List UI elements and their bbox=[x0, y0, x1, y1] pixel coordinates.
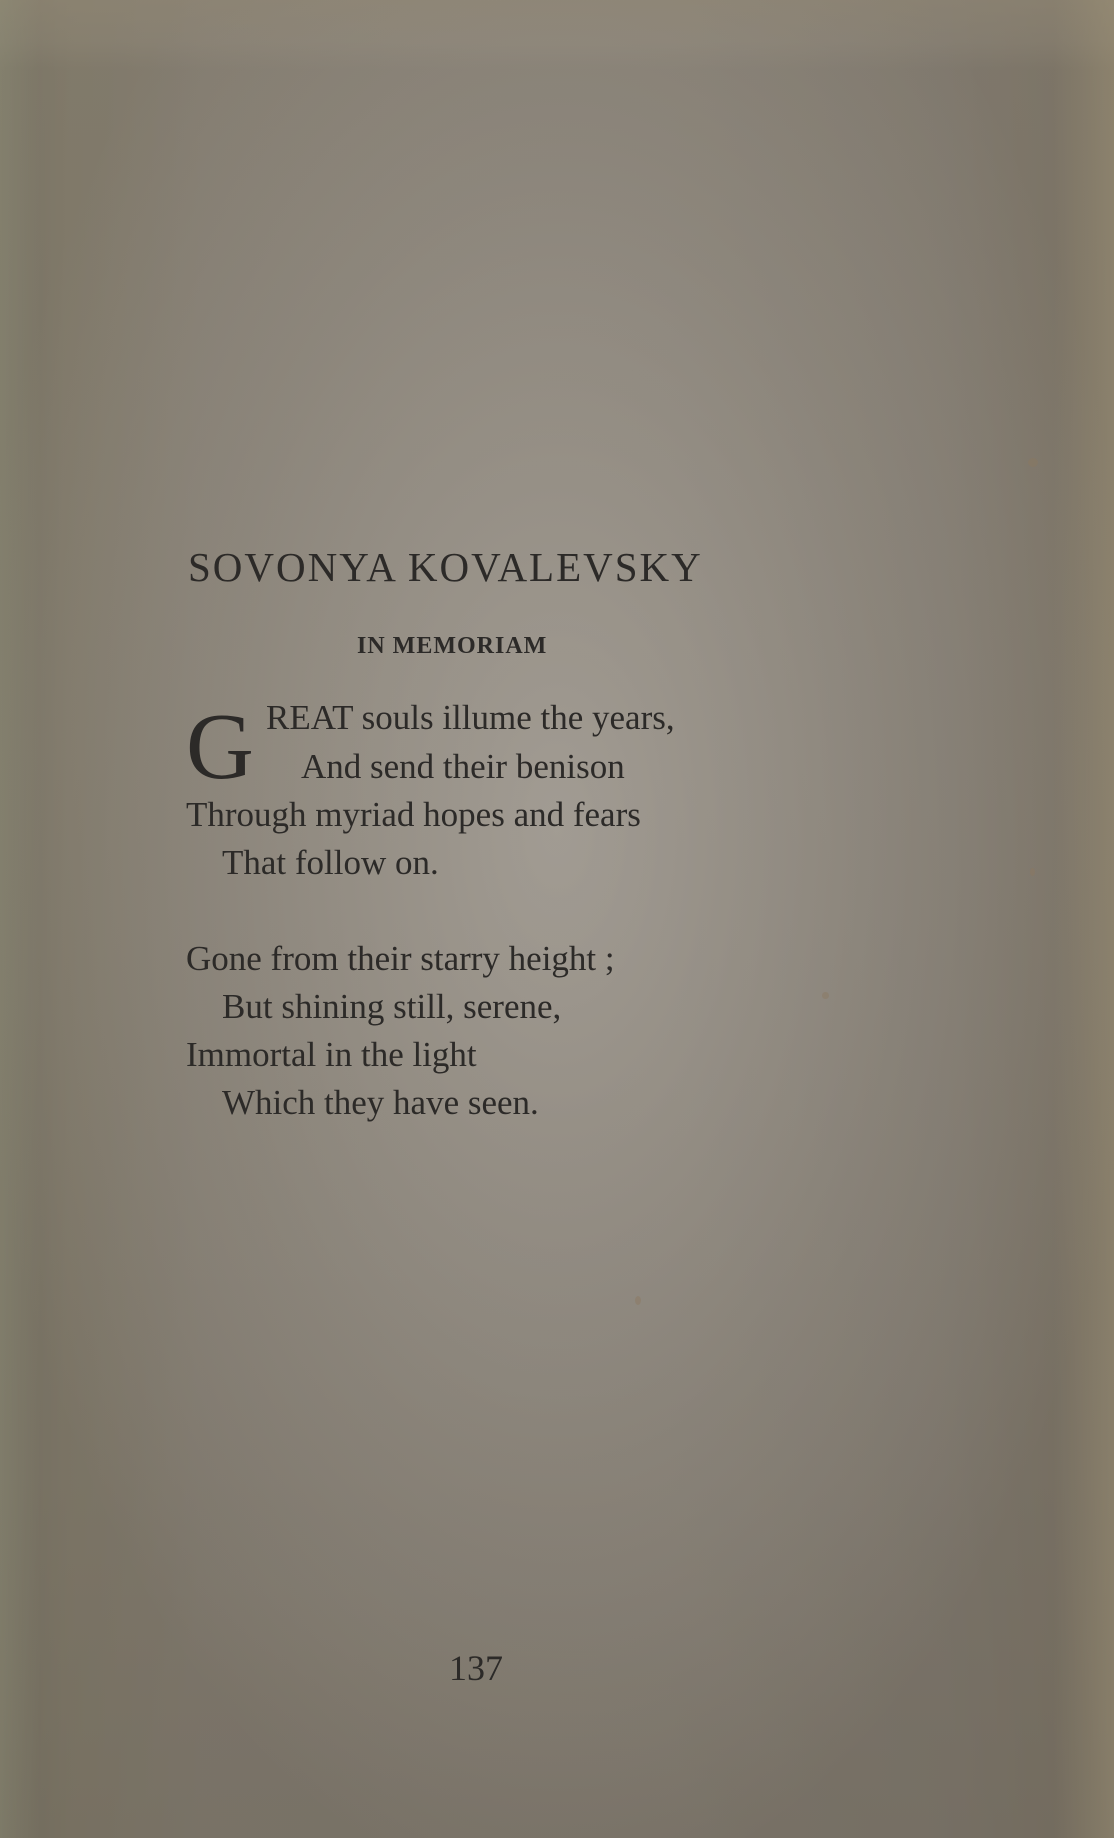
foxing-spot bbox=[1030, 868, 1035, 876]
stanza2-line4: Which they have seen. bbox=[222, 1083, 539, 1122]
aged-paper-right-edge bbox=[1054, 0, 1114, 1838]
foxing-spot bbox=[635, 1296, 641, 1305]
page-number: 137 bbox=[449, 1648, 503, 1688]
foxing-spot bbox=[1028, 458, 1038, 467]
stanza2-line3: Immortal in the light bbox=[186, 1035, 477, 1074]
stanza2-line2: But shining still, serene, bbox=[222, 987, 562, 1026]
stanza1-line2: And send their benison bbox=[301, 747, 625, 786]
poem-subtitle: IN MEMORIAM bbox=[357, 633, 548, 659]
aged-paper-top-edge bbox=[0, 0, 1114, 70]
stanza1-line1: REAT souls illume the years, bbox=[266, 698, 675, 737]
stanza2-line1: Gone from their starry height ; bbox=[186, 939, 615, 978]
stanza1-line3: Through myriad hopes and fears bbox=[186, 795, 641, 834]
stanza1-line4: That follow on. bbox=[222, 843, 439, 882]
aged-paper-left-edge bbox=[0, 0, 40, 1838]
foxing-spot bbox=[822, 992, 829, 999]
poem-title: SOVONYA KOVALEVSKY bbox=[188, 544, 703, 590]
drop-cap: G bbox=[186, 695, 254, 799]
